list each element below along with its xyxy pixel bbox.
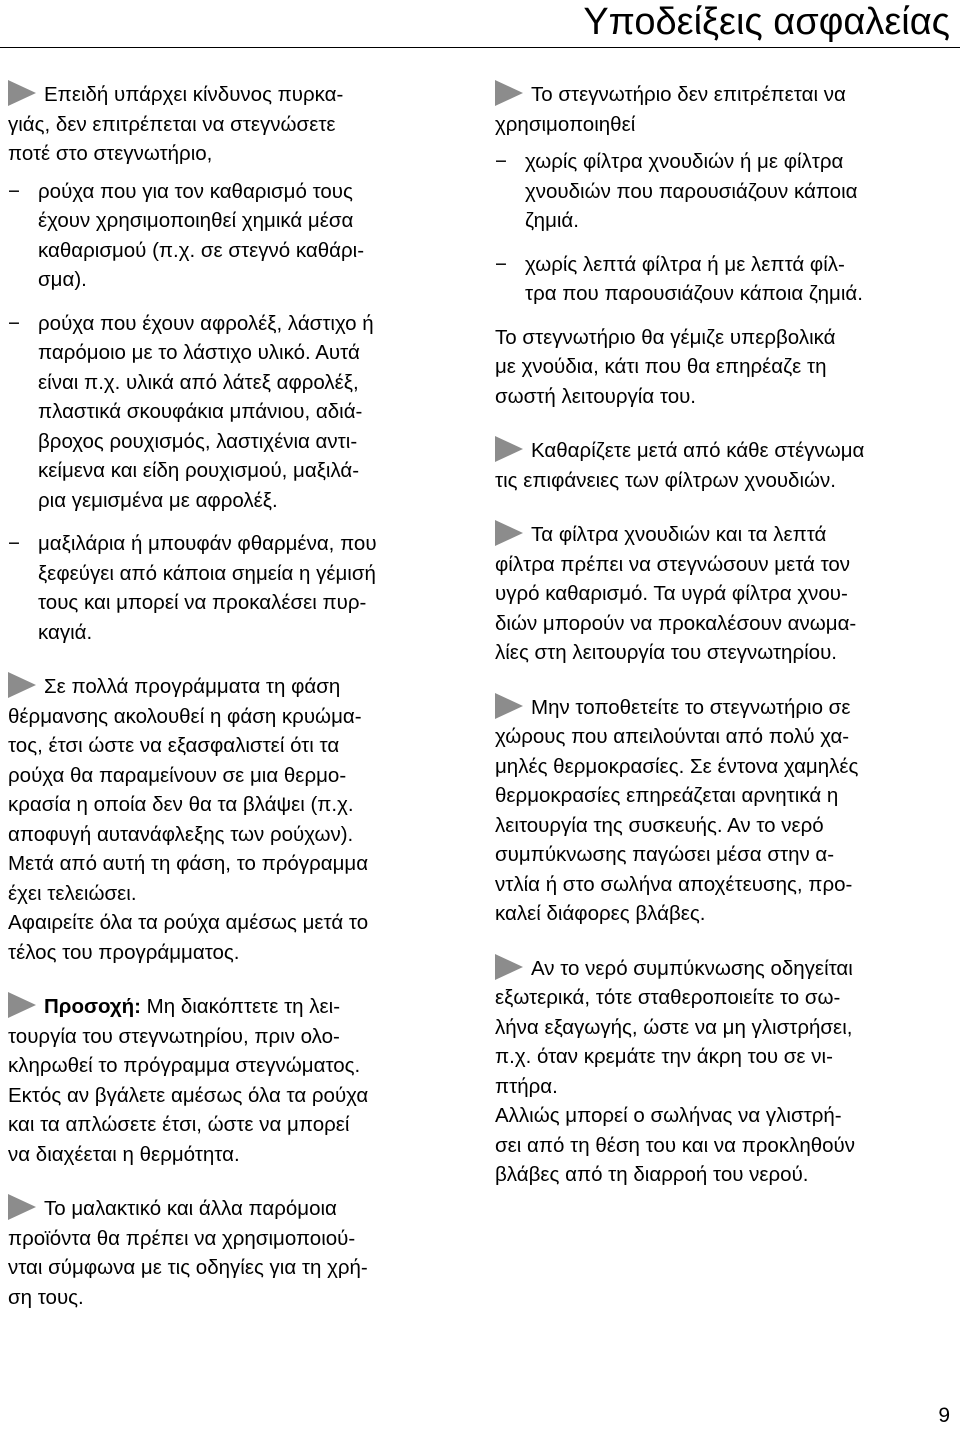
right-section-filters-required bbox=[495, 80, 953, 411]
left-s4-line-1: προϊόντα θα πρέπει να χρησιμοποιού- bbox=[8, 1226, 356, 1250]
left-s3-line-2: κληρωθεί το πρόγραμμα στεγνώματος. bbox=[8, 1054, 361, 1077]
right-s3-line-0: Τα φίλτρα χνουδιών και τα λεπτά bbox=[495, 520, 953, 550]
right-section-drain-hose bbox=[495, 954, 953, 1190]
right-s3-line-2: υγρό καθαρισμό. Τα υγρά φίλτρα χνου- bbox=[495, 582, 848, 605]
item-line: είναι π.χ. υλικά από λάτεξ αφρολέξ, bbox=[38, 370, 359, 394]
left-s1-dash-list bbox=[8, 177, 464, 648]
left-section-fire-risk bbox=[8, 80, 464, 647]
right-s4-line-5: συμπύκνωσης παγώσει μέσα στην α- bbox=[495, 843, 835, 866]
triangle-bullet-icon bbox=[495, 693, 523, 719]
item-line: ζημιά. bbox=[525, 209, 579, 232]
dash-marker: − bbox=[495, 150, 507, 173]
right-s4-line-3: θερμοκρασίες επηρεάζεται αρνητικά η bbox=[495, 784, 839, 807]
left-section-caution bbox=[8, 992, 464, 1169]
left-s2-line-5: αποφυγή αυτανάφλεξης των ρούχων). bbox=[8, 822, 354, 846]
left-s2-line-2: τος, έτσι ώστε να εξασφαλιστεί ότι τα bbox=[8, 734, 340, 757]
right-s3-line-3: διών μπορούν να προκαλέσουν ανωμα- bbox=[495, 611, 857, 635]
item-line: ξεφεύγει από κάποια σημεία η γέμισή bbox=[38, 561, 376, 585]
left-section-cooling-phase bbox=[8, 672, 464, 967]
right-s1-line-1: χρησιμοποιηθεί bbox=[495, 112, 636, 136]
triangle-bullet-icon bbox=[8, 1194, 36, 1220]
page-number: 9 bbox=[938, 1404, 950, 1427]
list-item bbox=[495, 250, 953, 309]
dash-marker: − bbox=[8, 311, 20, 335]
item-line: μαξιλάρια ή μπουφάν φθαρμένα, που bbox=[38, 532, 377, 555]
right-s4-line-1: χώρους που απειλούνται από πολύ χα- bbox=[495, 725, 850, 748]
right-s5-line-7: βλάβες από τη διαρροή του νερού. bbox=[495, 1163, 809, 1186]
triangle-bullet-icon bbox=[495, 436, 523, 462]
right-section-clean-filters bbox=[495, 436, 953, 495]
right-section-low-temperatures bbox=[495, 693, 953, 929]
left-s3-line-1: τουργία του στεγνωτηρίου, πριν ολο- bbox=[8, 1024, 340, 1048]
item-line: κείμενα και είδη ρουχισμού, μαξιλά- bbox=[38, 459, 360, 482]
item-line: τους και μπορεί να προκαλέσει πυρ- bbox=[38, 591, 367, 614]
item-line: ρια γεμισμένα με αφρολέξ. bbox=[38, 488, 278, 512]
left-s3-line-3: Εκτός αν βγάλετε αμέσως όλα τα ρούχα bbox=[8, 1083, 369, 1107]
right-s5-line-6: σει από τη θέση του και να προκληθούν bbox=[495, 1133, 856, 1157]
right-s1-after-line-0: Το στεγνωτήριο θα γέμιζε υπερβολικά bbox=[495, 325, 836, 349]
left-s4-line-0: Το μαλακτικό και άλλα παρόμοια bbox=[8, 1194, 464, 1224]
item-line: ρούχα που έχουν αφρολέξ, λάστιχο ή bbox=[38, 311, 374, 335]
right-s5-line-1: εξωτερικά, τότε σταθεροποιείτε το σω- bbox=[495, 986, 841, 1009]
triangle-bullet-icon bbox=[8, 992, 36, 1018]
item-line: σμα). bbox=[38, 268, 87, 291]
right-s5-line-2: λήνα εξαγωγής, ώστε να μη γλιστρήσει, bbox=[495, 1015, 853, 1039]
list-item bbox=[8, 309, 464, 516]
list-item bbox=[8, 529, 464, 647]
left-section-softener bbox=[8, 1194, 464, 1312]
right-column bbox=[495, 80, 953, 1215]
item-line: τρα που παρουσιάζουν κάποια ζημιά. bbox=[525, 282, 863, 305]
left-s4-line-3: ση τους. bbox=[8, 1285, 84, 1309]
caution-label: Προσοχή: bbox=[44, 995, 141, 1018]
left-s2-line-4: κρασία η οποία δεν θα τα βλάψει (π.χ. bbox=[8, 793, 354, 816]
left-s2-line-9: τέλος του προγράμματος. bbox=[8, 940, 240, 964]
left-s1-line-2: ποτέ στο στεγνωτήριο, bbox=[8, 142, 213, 165]
right-s4-line-4: λειτουργία της συσκευής. Αν το νερό bbox=[495, 813, 824, 837]
right-s4-line-6: ντλία ή στο σωλήνα αποχέτευσης, προ- bbox=[495, 872, 853, 896]
left-s2-line-1: θέρμανσης ακολουθεί η φάση κρυώμα- bbox=[8, 704, 362, 728]
right-s2-line-1: τις επιφάνειες των φίλτρων χνουδιών. bbox=[495, 468, 836, 492]
right-s1-after-line-1: με χνούδια, κάτι που θα επηρέαζε τη bbox=[495, 355, 827, 378]
triangle-bullet-icon bbox=[495, 520, 523, 546]
right-s3-line-1: φίλτρα πρέπει να στεγνώσουν μετά τον bbox=[495, 552, 851, 576]
left-s3-line-0 bbox=[8, 992, 464, 1022]
right-s1-after-line-2: σωστή λειτουργία του. bbox=[495, 384, 696, 408]
item-line: καγιά. bbox=[38, 620, 93, 644]
left-s2-line-7: έχει τελειώσει. bbox=[8, 881, 137, 905]
right-s5-line-0: Αν το νερό συμπύκνωσης οδηγείται bbox=[495, 954, 953, 984]
triangle-bullet-icon bbox=[8, 672, 36, 698]
right-s4-line-0: Μην τοποθετείτε το στεγνωτήριο σε bbox=[495, 693, 953, 723]
left-s2-line-8: Αφαιρείτε όλα τα ρούχα αμέσως μετά το bbox=[8, 911, 369, 934]
item-line: χωρίς λεπτά φίλτρα ή με λεπτά φίλ- bbox=[525, 252, 845, 276]
right-section-dry-filters bbox=[495, 520, 953, 668]
right-s1-dash-list bbox=[495, 147, 953, 309]
triangle-bullet-icon bbox=[495, 80, 523, 106]
left-s2-line-6: Μετά από αυτή τη φάση, το πρόγραμμα bbox=[8, 852, 369, 875]
item-line: βροχος ρουχισμός, λαστιχένια αντι- bbox=[38, 429, 358, 453]
left-s1-line-0: Επειδή υπάρχει κίνδυνος πυρκα- bbox=[8, 80, 464, 110]
page-title: Υποδείξεις ασφαλείας bbox=[583, 1, 950, 43]
triangle-bullet-icon bbox=[8, 80, 36, 106]
caution-first-line: Μη διακόπτετε τη λει- bbox=[140, 995, 341, 1018]
item-line: παρόμοιο με το λάστιχο υλικό. Αυτά bbox=[38, 341, 360, 364]
right-s1-line-0: Το στεγνωτήριο δεν επιτρέπεται να bbox=[495, 80, 953, 110]
list-item bbox=[8, 177, 464, 295]
left-s4-line-2: νται σύμφωνα με τις οδηγίες για τη χρή- bbox=[8, 1256, 368, 1279]
right-s5-line-4: πτήρα. bbox=[495, 1074, 558, 1098]
left-column bbox=[8, 80, 464, 1337]
item-line: καθαρισμού (π.χ. σε στεγνό καθάρι- bbox=[38, 238, 365, 262]
right-s3-line-4: λίες στη λειτουργία του στεγνωτηρίου. bbox=[495, 641, 837, 664]
item-line: χωρίς φίλτρα χνουδιών ή με φίλτρα bbox=[525, 150, 844, 173]
right-s5-line-5: Αλλιώς μπορεί ο σωλήνας να γλιστρή- bbox=[495, 1104, 842, 1127]
item-line: πλαστικά σκουφάκια μπάνιου, αδιά- bbox=[38, 400, 363, 423]
right-s4-line-7: καλεί διάφορες βλάβες. bbox=[495, 902, 706, 925]
left-s3-line-4: και τα απλώσετε έτσι, ώστε να μπορεί bbox=[8, 1113, 350, 1136]
list-item bbox=[495, 147, 953, 236]
left-s1-line-1: γιάς, δεν επιτρέπεται να στεγνώσετε bbox=[8, 112, 336, 136]
item-line: χνουδιών που παρουσιάζουν κάποια bbox=[525, 179, 858, 203]
left-s3-line-5: να διαχέεται η θερμότητα. bbox=[8, 1142, 240, 1166]
triangle-bullet-icon bbox=[495, 954, 523, 980]
left-s2-line-0: Σε πολλά προγράμματα τη φάση bbox=[8, 672, 464, 702]
dash-marker: − bbox=[8, 532, 20, 555]
item-line: ρούχα που για τον καθαρισμό τους bbox=[38, 179, 353, 203]
item-line: έχουν χρησιμοποιηθεί χημικά μέσα bbox=[38, 209, 354, 232]
header-rule bbox=[0, 47, 960, 48]
right-s4-line-2: μηλές θερμοκρασίες. Σε έντονα χαμηλές bbox=[495, 754, 859, 778]
dash-marker: − bbox=[495, 252, 507, 276]
dash-marker: − bbox=[8, 179, 20, 203]
right-s5-line-3: π.χ. όταν κρεμάτε την άκρη του σε νι- bbox=[495, 1045, 833, 1068]
left-s2-line-3: ρούχα θα παραμείνουν σε μια θερμο- bbox=[8, 763, 347, 787]
right-s2-line-0: Καθαρίζετε μετά από κάθε στέγνωμα bbox=[495, 436, 953, 466]
